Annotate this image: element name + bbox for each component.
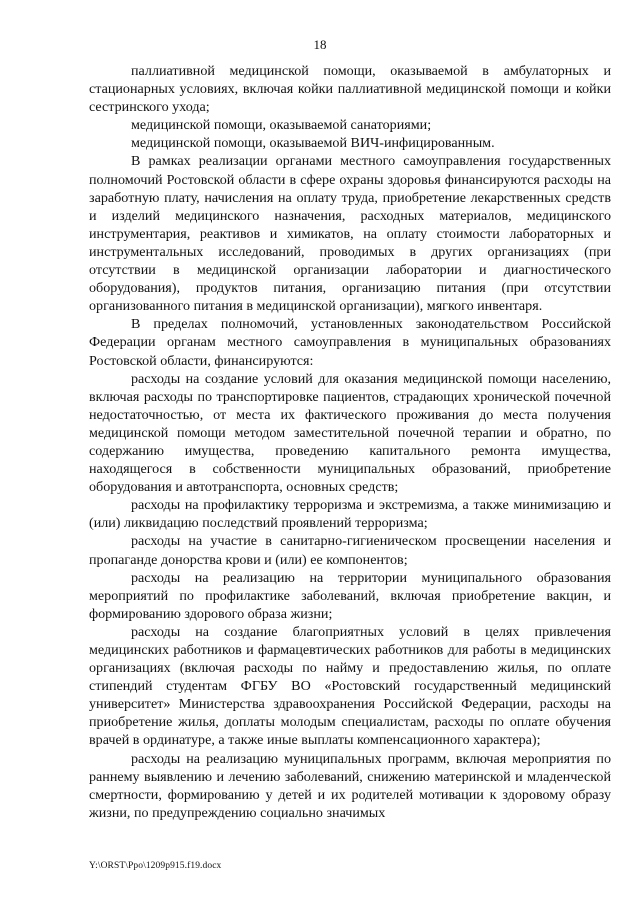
paragraph-state-powers-expenses: В рамках реализации органами местного самоуправления государственных полномочий Ростовской области в сфере охраны здоровья финансируются расходы на заработную плату, начисления на оплату труда, приобретение лекарственных средств и изделий медицинского назначения, расходных материалов, медицинского инструментария, реактивов и химикатов, на оплату стоимости лабораторных и инструментальных исследований, проводимых в других организациях (при отсутствии в медицинской организации лаборатории и диагностического оборудования), продуктов питания, организацию питания (при отсутствии организованного питания в медицинской организации), мягкого инвентаря.: [89, 153, 611, 315]
footer-file-path: Y:\ORST\Ppo\1209p915.f19.docx: [89, 861, 222, 871]
paragraph-staff-attraction: расходы на создание благоприятных условий в целях привлечения медицинских работников и фармацевтических работников для работы в медицинских организациях (включая расходы по найму и предоставлению жилья, по оплате стипендий студентам ФГБУ ВО «Ростовский государственный медицинский университет» Министерства здравоохранения Российской Федерации, расходы на приобретение жилья, доплаты молодым специалистам, расходы по оплате обучения врачей в ординатуре, а также иные выплаты компенсационного характера);: [89, 623, 611, 749]
paragraph-medical-care-conditions: расходы на создание условий для оказания медицинской помощи населению, включая расходы по транспортировке пациентов, страдающих хронической почечной недостаточностью, от места их фактического проживания до места получения медицинской помощи методом заместительной почечной терапии и обратно, по содержанию имущества, проведению капитального ремонта имущества, находящегося в собственности муниципальных образований, приобретение оборудования и автотранспорта, основных средств;: [89, 370, 611, 496]
paragraph-municipal-programs: расходы на реализацию муниципальных программ, включая мероприятия по раннему выявлению и лечению заболеваний, снижению материнской и младенческой смертности, формированию у детей и их родителей мотивации к здоровому образу жизни, по предупреждению социально значимых: [89, 750, 611, 821]
paragraph-disease-prevention: расходы на реализацию на территории муниципального образования мероприятий по профилактике заболеваний, включая приобретение вакцин, и формированию здорового образа жизни;: [89, 569, 611, 622]
paragraph-sanitary-education: расходы на участие в санитарно-гигиеническом просвещении населения и пропаганде донорства крови и (или) ее компонентов;: [89, 533, 611, 568]
document-body: [89, 62, 611, 822]
paragraph-palliative-care: паллиативной медицинской помощи, оказываемой в амбулаторных и стационарных условиях, включая койки паллиативной медицинской помощи и койки сестринского ухода;: [89, 63, 611, 116]
paragraph-municipal-powers-intro: В пределах полномочий, установленных законодательством Российской Федерации органам местного самоуправления в муниципальных образованиях Ростовской области, финансируются:: [89, 316, 611, 369]
paragraph-sanatorium-care: медицинской помощи, оказываемой санаториями;: [131, 117, 432, 134]
paragraph-hiv-care: медицинской помощи, оказываемой ВИЧ-инфицированным.: [131, 135, 495, 152]
page-number: 18: [313, 37, 327, 52]
paragraph-terrorism-prevention: расходы на профилактику терроризма и экстремизма, а также минимизацию и (или) ликвидацию последствий проявлений терроризма;: [89, 497, 611, 532]
